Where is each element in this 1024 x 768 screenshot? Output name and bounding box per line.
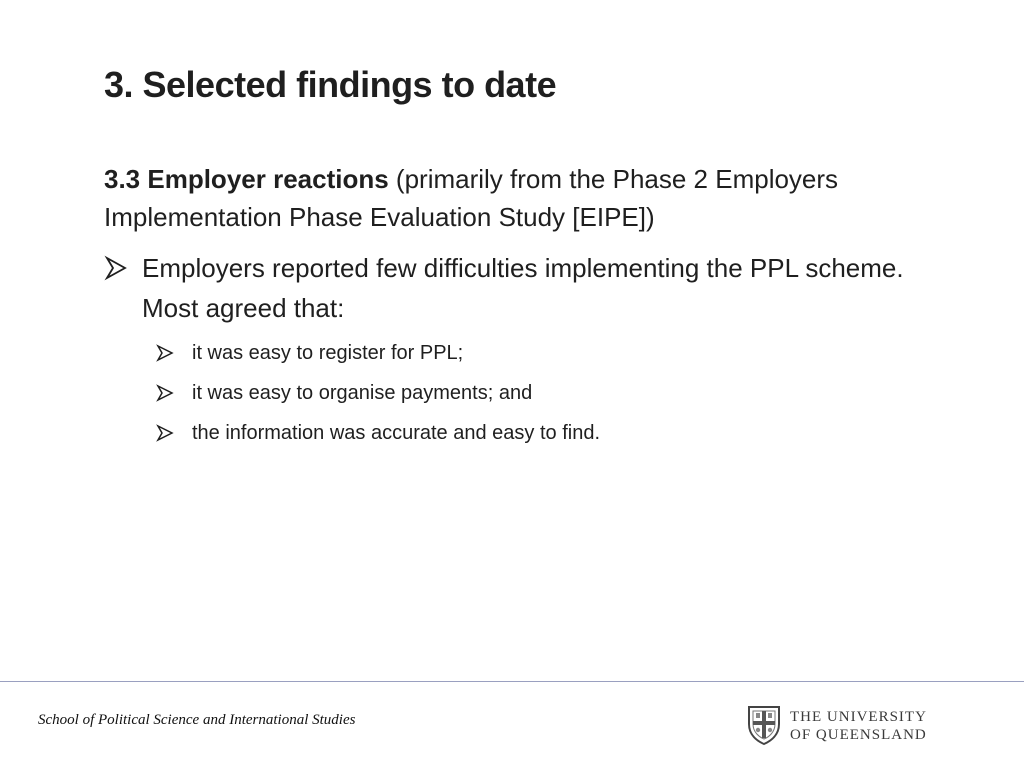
university-logo [746, 704, 936, 748]
arrowhead-bullet-icon [104, 248, 134, 288]
subheading-rest: (primarily from the Phase 2 Employers Implementation Phase Evaluation Study [EIPE]) [104, 164, 839, 232]
arrowhead-bullet-icon [156, 376, 178, 410]
arrowhead-bullet-icon [156, 336, 178, 370]
main-bullet [104, 248, 954, 328]
sub-bullet-list [156, 336, 916, 456]
sub-bullet-text: it was easy to register for PPL; [192, 342, 464, 364]
arrowhead-bullet-icon [156, 416, 178, 450]
university-crest-icon [746, 704, 782, 746]
logo-line-2: OF QUEENSLAND [790, 727, 927, 743]
slide-title: 3. Selected findings to date [104, 64, 557, 105]
footer-divider [0, 681, 1024, 682]
subheading-bold: 3.3 Employer reactions [104, 164, 389, 194]
main-bullet-text: Employers reported few difficulties implementing the PPL scheme. Most agreed that: [142, 253, 904, 323]
section-subheading [104, 160, 924, 236]
sub-bullet-item [156, 416, 916, 456]
footer-school-name: School of Political Science and International Studies [38, 712, 356, 728]
logo-line-1: THE UNIVERSITY [790, 709, 927, 725]
sub-bullet-item [156, 336, 916, 376]
sub-bullet-text: the information was accurate and easy to find. [192, 422, 601, 444]
sub-bullet-text: it was easy to organise payments; and [192, 382, 533, 404]
sub-bullet-item [156, 376, 916, 416]
logo-wordmark [790, 708, 927, 744]
